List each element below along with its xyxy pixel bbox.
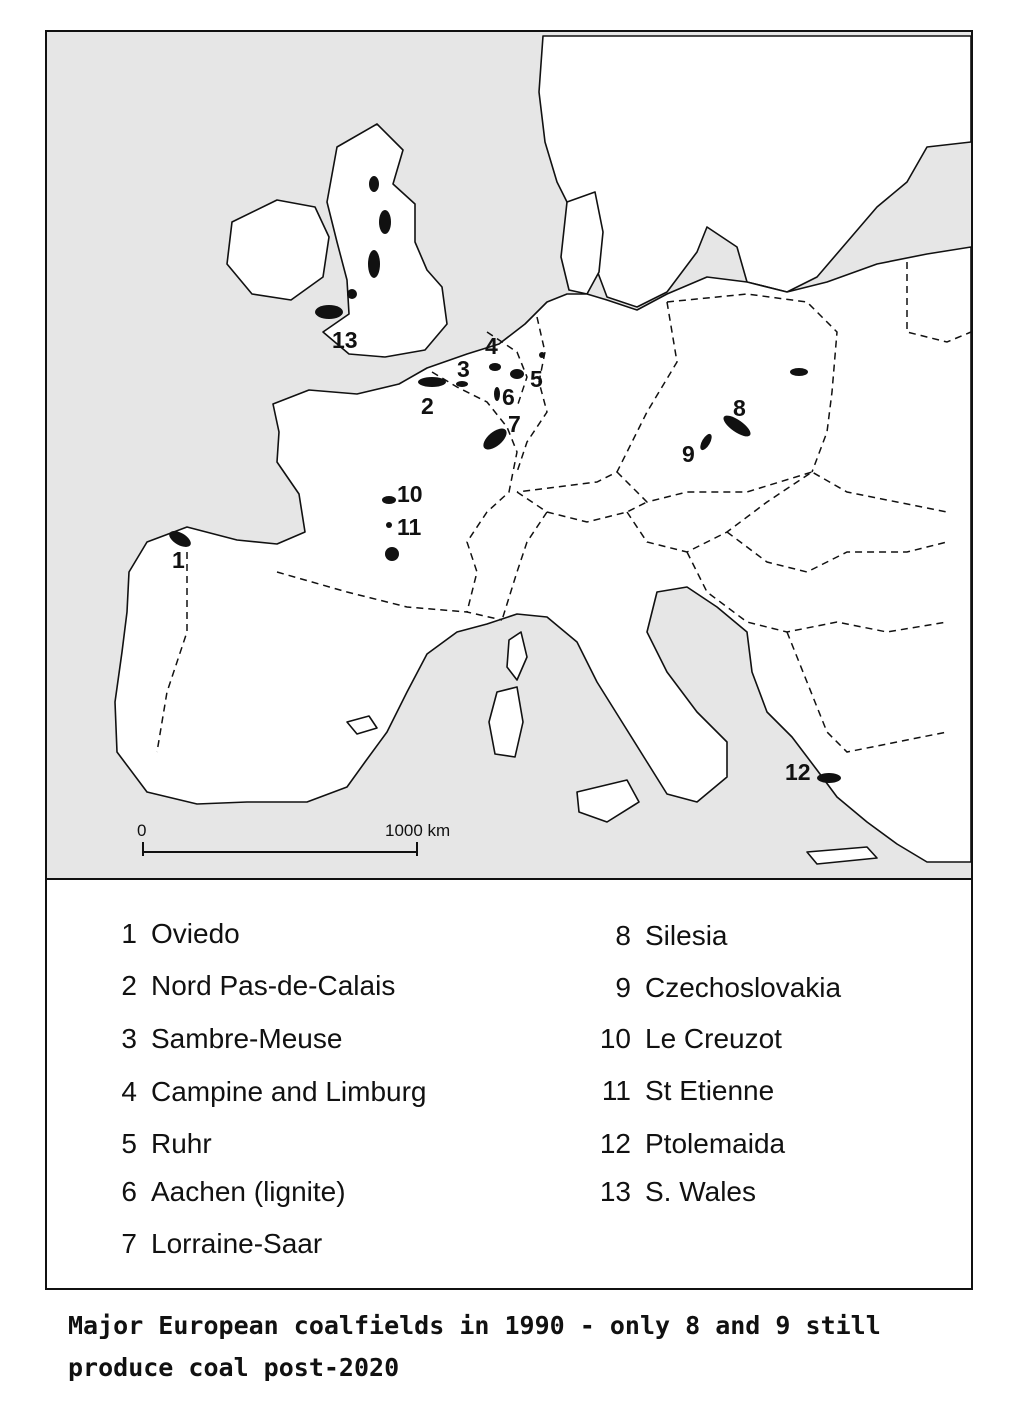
legend-item-s-wales: 13 S. Wales bbox=[599, 1176, 756, 1207]
coalfield-northumberland bbox=[379, 210, 391, 234]
legend-item-sambre-meuse: 3 Sambre-Meuse bbox=[121, 1023, 343, 1054]
continental-europe-landmass bbox=[115, 247, 971, 862]
ireland-landmass bbox=[227, 200, 329, 300]
coalfield-st-etienne-north bbox=[386, 522, 392, 528]
coalfield-nord-pas-de-calais bbox=[418, 377, 446, 387]
coalfield-midlands bbox=[347, 289, 357, 299]
map-label-3: 3 bbox=[457, 356, 470, 382]
legend bbox=[47, 878, 971, 1288]
map-label-13: 13 bbox=[332, 327, 358, 353]
legend-item-campine-limburg: 4 Campine and Limburg bbox=[121, 1076, 427, 1107]
coalfield-scotland bbox=[369, 176, 379, 192]
coalfield-s-wales bbox=[315, 305, 343, 319]
coalfield-ruhr bbox=[510, 369, 524, 379]
legend-item-nord-pas-de-calais: 2 Nord Pas-de-Calais bbox=[121, 970, 396, 1001]
coalfield-campine bbox=[489, 363, 501, 371]
map-label-2: 2 bbox=[421, 393, 434, 419]
great-britain-landmass bbox=[323, 124, 447, 357]
caption bbox=[68, 1305, 968, 1389]
coalfield-ptolemaida bbox=[817, 773, 841, 783]
coalfield-aachen bbox=[494, 387, 500, 401]
scale-zero-label: 0 bbox=[137, 821, 147, 840]
legend-item-lorraine-saar: 7 Lorraine-Saar bbox=[121, 1228, 323, 1259]
map-label-5: 5 bbox=[530, 366, 543, 392]
coalfield-yorkshire bbox=[368, 250, 380, 278]
scale-bar bbox=[137, 821, 450, 856]
legend-item-oviedo: 1 Oviedo bbox=[121, 918, 240, 949]
map-label-12: 12 bbox=[785, 759, 811, 785]
map-label-7: 7 bbox=[508, 411, 521, 437]
caption-line-1: Major European coalfields in 1990 - only 8 and 9 still bbox=[68, 1311, 881, 1340]
legend-item-czechoslovakia: 9 Czechoslovakia bbox=[615, 972, 842, 1003]
legend-item-ptolemaida: 12 Ptolemaida bbox=[599, 1128, 786, 1159]
map-frame bbox=[45, 30, 973, 1290]
coalfield-poland-central bbox=[790, 368, 808, 376]
sardinia-island bbox=[489, 687, 523, 757]
caption-line-2: produce coal post-2020 bbox=[68, 1353, 400, 1382]
coalfield-ruhr-east bbox=[539, 352, 545, 358]
map-label-8: 8 bbox=[733, 395, 746, 421]
legend-item-st-etienne: 11 St Etienne bbox=[601, 1075, 775, 1106]
legend-item-silesia: 8 Silesia bbox=[615, 920, 728, 951]
corsica-island bbox=[507, 632, 527, 680]
legend-item-le-creuzot: 10 Le Creuzot bbox=[599, 1023, 782, 1054]
crete-island bbox=[807, 847, 877, 864]
map-label-11: 11 bbox=[397, 514, 422, 540]
coalfield-st-etienne bbox=[385, 547, 399, 561]
map-label-1: 1 bbox=[172, 547, 185, 573]
sicily-island bbox=[577, 780, 639, 822]
europe-map bbox=[47, 32, 971, 880]
legend-item-aachen: 6 Aachen (lignite) bbox=[121, 1176, 346, 1207]
map-label-4: 4 bbox=[485, 333, 498, 359]
coalfield-le-creuzot bbox=[382, 496, 396, 504]
map-svg bbox=[47, 32, 971, 878]
legend-item-ruhr: 5 Ruhr bbox=[121, 1128, 212, 1159]
map-label-10: 10 bbox=[397, 481, 423, 507]
jutland-landmass bbox=[561, 192, 603, 294]
map-label-9: 9 bbox=[682, 441, 695, 467]
scale-end-label: 1000 km bbox=[385, 821, 451, 840]
map-label-6: 6 bbox=[502, 384, 515, 410]
